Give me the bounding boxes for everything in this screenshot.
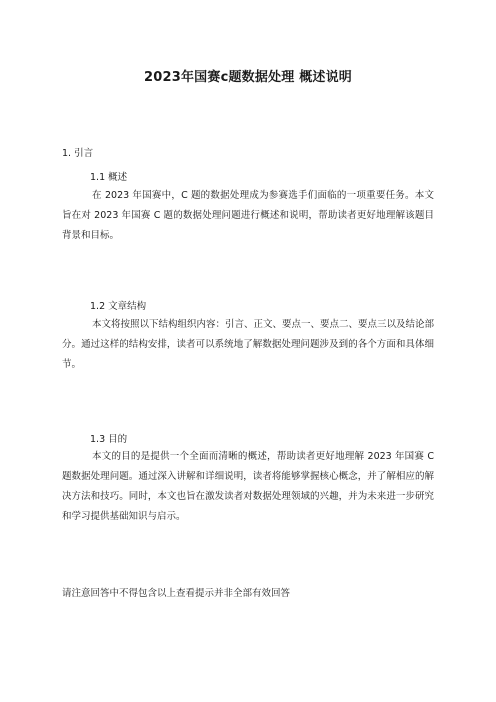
paragraph-purpose: 本文的目的是提供一个全面而清晰的概述，帮助读者更好地理解 2023 年国赛 C 题数据处理问题。通过深入讲解和详细说明，读者将能够掌握核心概念，并了解相应的解决方法和技巧。同时，本文也旨在激发读者对数据处理领域的兴趣，并为未来进一步研究和学习提供基础知识与启示。 — [62, 451, 434, 522]
footer-note: 请注意回答中不得包含以上查看提示并非全部有效回答 — [62, 588, 291, 599]
document-title: 2023年国赛c题数据处理 概述说明 — [143, 70, 352, 85]
section-heading-introduction: 1. 引言 — [62, 148, 94, 159]
paragraph-overview: 在 2023 年国赛中，C 题的数据处理成为参赛选手们面临的一项重要任务。本文旨在对 2023 年国赛 C 题的数据处理问题进行概述和说明，帮助读者更好地理解该题目背景和目标。 — [62, 190, 434, 241]
paragraph-structure: 本文将按照以下结构组织内容：引言、正文、要点一、要点二、要点三以及结论部分。通过这样的结构安排，读者可以系统地了解数据处理问题涉及到的各个方面和具体细节。 — [62, 319, 435, 370]
subsection-heading-purpose: 1.3 目的 — [90, 434, 128, 445]
subsection-heading-overview: 1.1 概述 — [90, 172, 128, 183]
subsection-heading-structure: 1.2 文章结构 — [90, 301, 147, 312]
